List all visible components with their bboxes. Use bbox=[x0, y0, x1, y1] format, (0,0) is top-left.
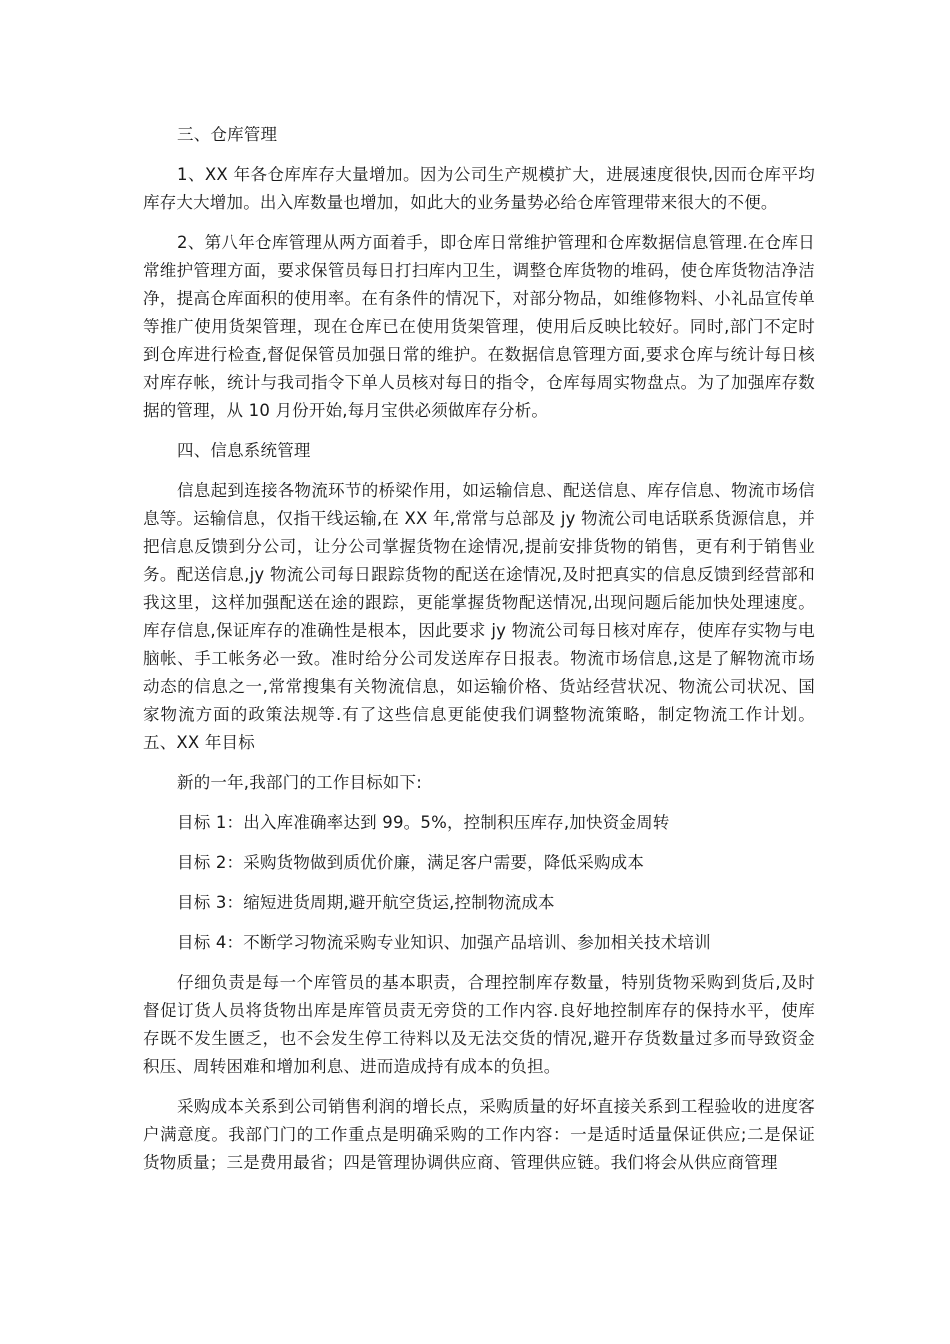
paragraph: 采购成本关系到公司销售利润的增长点，采购质量的好坏直接关系到工程验收的进度客户满意度。我部门门的工作重点是明确采购的工作内容：一是适时适量保证供应;二是保证货物质量；三是费用最省；四是管理协调供应商、管理供应链。我们将会从供应商管理 bbox=[143, 1097, 815, 1172]
document-body bbox=[143, 121, 815, 1189]
section-heading-info-system: 四、信息系统管理 bbox=[177, 441, 311, 460]
goal-item: 目标 3：缩短进货周期,避开航空货运,控制物流成本 bbox=[177, 893, 555, 912]
section-heading-warehouse: 三、仓库管理 bbox=[177, 125, 278, 144]
goals-intro: 新的一年,我部门的工作目标如下: bbox=[177, 773, 423, 792]
goal-item: 目标 1：出入库准确率达到 99。5%，控制积压库存,加快资金周转 bbox=[177, 813, 670, 832]
goal-item: 目标 2：采购货物做到质优价廉，满足客户需要，降低采购成本 bbox=[177, 853, 645, 872]
paragraph: 仔细负责是每一个库管员的基本职责，合理控制库存数量，特别货物采购到货后,及时督促订货人员将货物出库是库管员责无旁贷的工作内容.良好地控制库存的保持水平，使库存既不发生匮乏，也不会发生停工待料以及无法交货的情况,避开存货数量过多而导致资金积压、周转困难和增加利息、进而造成持有成本的负担。 bbox=[143, 973, 815, 1076]
paragraph: 信息起到连接各物流环节的桥梁作用，如运输信息、配送信息、库存信息、物流市场信息等。运输信息，仅指干线运输,在 XX 年,常常与总部及 jy 物流公司电话联系货源信息，并把信息反馈到分公司，让分公司掌握货物在途情况,提前安排货物的销售，更有利于销售业务。配送信息,jy 物流公司每日跟踪货物的配送在途情况,及时把真实的信息反馈到经营部和我这里，这样加强配送在途的跟踪，更能掌握货物配送情况,出现问题后能加快处理速度。库存信息,保证库存的准确性是根本，因此要求 jy 物流公司每日核对库存，使库存实物与电脑帐、手工帐务必一致。准时给分公司发送库存日报表。物流市场信息,这是了解物流市场动态的信息之一,常常搜集有关物流信息，如运输价格、货站经营状况、物流公司状况、国家物流方面的政策法规等.有了这些信息更能使我们调整物流策略，制定物流工作计划。五、XX 年目标 bbox=[143, 481, 815, 752]
paragraph: 2、第八年仓库管理从两方面着手，即仓库日常维护管理和仓库数据信息管理.在仓库日常维护管理方面，要求保管员每日打扫库内卫生，调整仓库货物的堆码，使仓库货物洁净洁净，提高仓库面积的使用率。在有条件的情况下，对部分物品，如维修物料、小礼品宣传单等推广使用货架管理，现在仓库已在使用货架管理，使用后反映比较好。同时,部门不定时到仓库进行检查,督促保管员加强日常的维护。在数据信息管理方面,要求仓库与统计每日核对库存帐，统计与我司指令下单人员核对每日的指令，仓库每周实物盘点。为了加强库存数据的管理，从 10 月份开始,每月宝供必须做库存分析。 bbox=[143, 233, 815, 420]
goal-item: 目标 4：不断学习物流采购专业知识、加强产品培训、参加相关技术培训 bbox=[177, 933, 711, 952]
paragraph: 1、XX 年各仓库库存大量增加。因为公司生产规模扩大，进展速度很快,因而仓库平均库存大大增加。出入库数量也增加，如此大的业务量势必给仓库管理带来很大的不便。 bbox=[143, 165, 815, 212]
